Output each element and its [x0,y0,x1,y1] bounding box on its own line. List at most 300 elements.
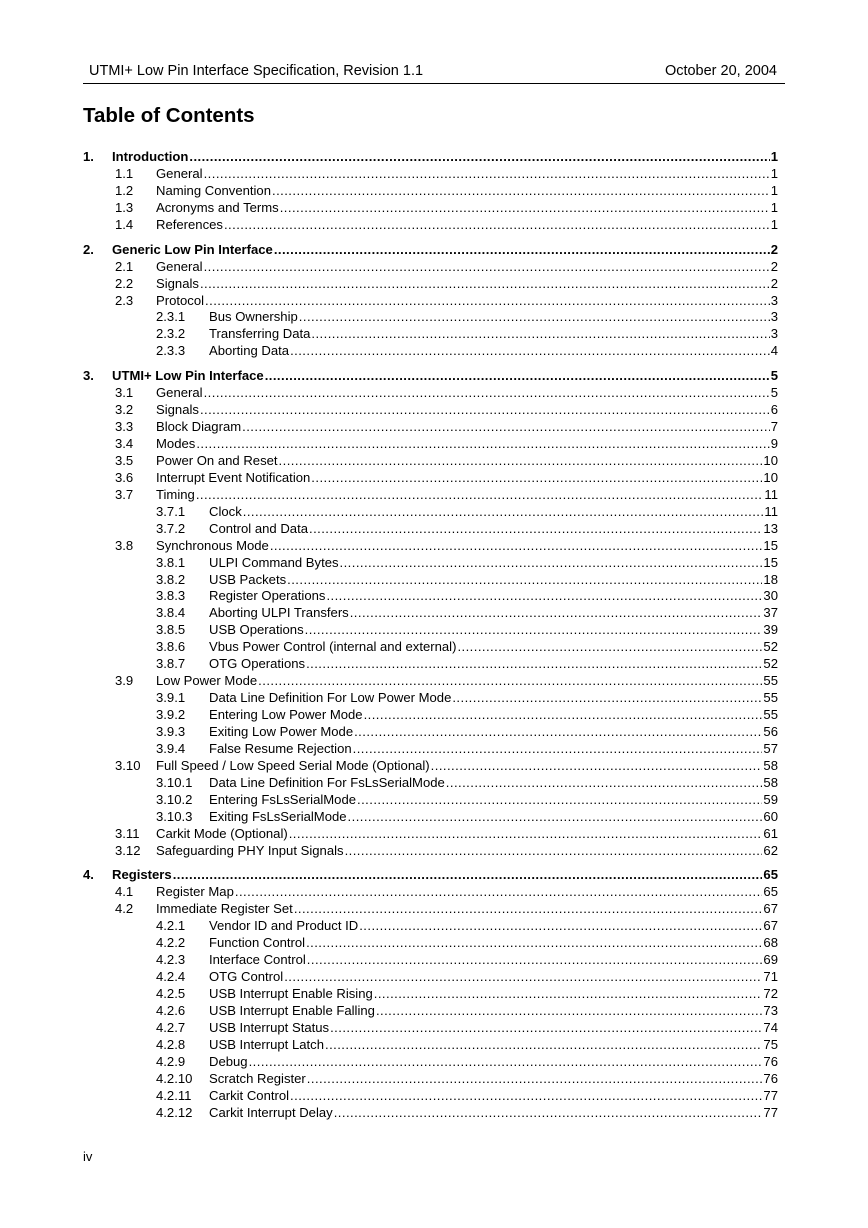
toc-entry-number: 3. [83,368,94,384]
toc-entry[interactable] [83,826,778,843]
toc-entry-number: 3.10 [115,757,141,773]
toc-entry-title: Exiting Low Power Mode [209,723,354,739]
toc-entry-leader [209,326,778,343]
toc-entry[interactable] [83,622,778,639]
header-date: October 20, 2004 [664,63,777,79]
toc-entry-leader [156,276,778,293]
dot-leader [325,1037,762,1054]
toc-entry-title: Synchronous Mode [156,537,269,553]
toc-entry-title: ULPI Command Bytes [209,554,339,570]
dot-leader [348,809,763,826]
toc-entry-leader [156,293,778,310]
toc-entry-title: Control and Data [209,520,308,536]
toc-entry-page: 1 [770,199,778,215]
toc-entry-number: 3.10.3 [156,808,193,824]
toc-entry-number: 3.9.2 [156,707,186,722]
toc-entry-page: 4 [770,343,778,359]
toc-entry[interactable] [83,986,778,1003]
toc-entry[interactable] [83,741,778,758]
toc-entry[interactable] [83,149,778,166]
toc-entry-number: 2.1 [115,258,134,274]
toc-entry[interactable] [83,200,778,217]
toc-entry[interactable] [83,673,778,690]
toc-entry-number: 3.10.1 [156,774,193,790]
dot-leader [204,259,770,276]
toc-entry-leader [112,242,778,259]
toc-entry[interactable] [83,183,778,200]
toc-entry-leader [156,259,778,276]
toc-entry-leader [209,588,778,605]
dot-leader [305,622,763,639]
toc-entry-title: USB Operations [209,622,304,638]
toc-entry[interactable] [83,293,778,310]
dot-leader [284,969,762,986]
toc-entry-title: Scratch Register [209,1070,306,1086]
toc-entry-number: 3.7 [115,486,134,502]
toc-entry-title: General [156,165,203,181]
toc-entry-leader [209,918,778,935]
toc-entry-leader [156,758,778,775]
toc-entry-number: 3.6 [115,469,134,485]
toc-entry-number: 3.9.3 [156,723,186,739]
toc-entry-title: USB Packets [209,571,287,587]
toc-entry-page: 10 [763,452,778,468]
toc-entry-title: Generic Low Pin Interface [112,241,273,257]
toc-entry-leader [209,309,778,326]
toc-entry-title: Safeguarding PHY Input Signals [156,842,344,858]
toc-entry-number: 4.2.3 [156,952,186,968]
toc-entry-page: 5 [770,385,778,401]
toc-entry-title: Vbus Power Control (internal and external) [209,639,457,655]
toc-entry-title: Signals [156,402,199,418]
toc-entry[interactable] [83,656,778,673]
toc-entry-number: 3.7.1 [156,503,186,519]
toc-entry-number: 4.2.9 [156,1053,186,1069]
dot-leader [289,826,763,843]
toc-entry-page: 75 [763,1036,778,1052]
dot-leader [306,656,762,673]
dot-leader [307,952,763,969]
toc-entry-title: Register Map [156,884,234,900]
dot-leader [340,555,763,572]
dot-leader [350,605,763,622]
dot-leader [204,166,770,183]
toc-entry-page: 2 [770,258,778,274]
toc-entry-page: 55 [763,673,778,689]
toc-entry[interactable] [83,809,778,826]
dot-leader [311,470,762,487]
dot-leader [452,690,762,707]
toc-entry-title: Data Line Definition For Low Power Mode [209,690,452,706]
toc-entry-title: Power On and Reset [156,452,278,468]
toc-entry-title: Aborting ULPI Transfers [209,605,349,621]
toc-entry-page: 55 [763,707,778,722]
toc-entry[interactable] [83,436,778,453]
toc-entry-number: 3.8.6 [156,639,186,655]
toc-entry-number: 1.3 [115,199,134,215]
dot-leader [290,1088,762,1105]
toc-entry-title: Modes [156,436,196,451]
toc-entry-leader [209,521,778,538]
toc-entry[interactable] [83,521,778,538]
toc-entry-number: 3.3 [115,419,134,435]
toc-entry-leader [156,673,778,690]
toc-entry[interactable] [83,453,778,470]
toc-entry-leader [156,166,778,183]
toc-entry-number: 1.1 [115,165,134,181]
toc-entry-page: 30 [763,588,778,604]
toc-entry-title: Signals [156,275,199,291]
dot-leader [274,242,770,259]
toc-entry-number: 3.5 [115,452,134,468]
toc-entry[interactable] [83,952,778,969]
toc-entry-leader [112,149,778,166]
toc-entry-page: 68 [763,935,778,951]
toc-entry-page: 67 [763,901,778,917]
toc-entry-page: 74 [763,1019,778,1035]
toc-entry-title: Low Power Mode [156,673,258,689]
toc-entry-leader [209,792,778,809]
toc-entry[interactable] [83,504,778,521]
toc-entry-title: Carkit Control [209,1087,290,1103]
toc-entry-page: 77 [763,1087,778,1103]
toc-entry-page: 77 [763,1104,778,1120]
toc-entry-leader [156,884,778,901]
toc-entry-page: 65 [763,884,778,900]
toc-entry-number: 3.8 [115,537,134,553]
toc-entry-title: General [156,258,203,274]
toc-entry-page: 65 [763,867,778,883]
toc-entry[interactable] [83,588,778,605]
toc-entry-title: OTG Control [209,969,284,985]
toc-entry-number: 4.2 [115,901,134,917]
dot-leader [446,775,763,792]
toc-entry-leader [209,1071,778,1088]
dot-leader [374,986,763,1003]
toc-entry-title: Interface Control [209,952,306,968]
dot-leader [294,901,763,918]
toc-entry-page: 37 [763,605,778,621]
toc-entry-page: 10 [763,469,778,485]
toc-entry-leader [209,952,778,969]
toc-entry-leader [156,200,778,217]
toc-entry-number: 3.10.2 [156,791,193,807]
dot-leader [265,368,770,385]
toc-entry-page: 62 [763,842,778,858]
toc-entry-page: 2 [770,275,778,291]
toc-entry[interactable] [83,1054,778,1071]
toc-entry[interactable] [83,918,778,935]
dot-leader [287,572,762,589]
dot-leader [249,1054,763,1071]
toc-entry-leader [112,867,778,884]
toc-entry[interactable] [83,884,778,901]
toc-entry[interactable] [83,639,778,656]
toc-entry[interactable] [83,1071,778,1088]
toc-entry-number: 4.2.7 [156,1019,186,1035]
toc-entry-number: 2.3 [115,292,134,308]
dot-leader [357,792,762,809]
toc-entry-title: False Resume Rejection [209,740,352,756]
dot-leader [290,343,770,360]
toc-entry[interactable] [83,690,778,707]
dot-leader [279,453,763,470]
page-title: Table of Contents [83,104,255,127]
dot-leader [224,217,770,234]
toc-entry-leader [209,639,778,656]
toc-entry-leader [156,470,778,487]
toc-entry[interactable] [83,1003,778,1020]
toc-entry-leader [209,1054,778,1071]
toc-entry[interactable] [83,419,778,436]
toc-entry[interactable] [83,555,778,572]
dot-leader [306,935,762,952]
toc-entry-title: USB Interrupt Status [209,1019,330,1035]
toc-entry-leader [156,217,778,234]
toc-entry[interactable] [83,368,778,385]
toc-entry-page: 59 [763,791,778,807]
dot-leader [326,588,762,605]
toc-entry[interactable] [83,276,778,293]
toc-entry-page: 1 [770,182,778,198]
toc-entry[interactable] [83,1105,778,1122]
toc-entry-number: 3.4 [115,436,134,451]
toc-entry-leader [156,183,778,200]
toc-entry-title: Immediate Register Set [156,901,293,917]
toc-entry-number: 4.2.2 [156,935,186,951]
dot-leader [457,639,762,656]
toc-entry[interactable] [83,935,778,952]
toc-entry[interactable] [83,572,778,589]
toc-entry[interactable] [83,242,778,259]
toc-entry-title: UTMI+ Low Pin Interface [112,368,264,384]
toc-entry-leader [209,775,778,792]
dot-leader [309,521,762,538]
toc-entry-leader [156,487,778,504]
toc-entry[interactable] [83,867,778,884]
dot-leader [173,867,763,884]
toc-entry-title: Carkit Mode (Optional) [156,825,288,841]
toc-entry-page: 52 [763,656,778,672]
dot-leader [196,436,769,453]
toc-entry-page: 3 [770,292,778,308]
dot-leader [307,1071,763,1088]
toc-entry-page: 11 [764,503,778,519]
dot-leader [353,741,763,758]
toc-entry-title: Acronyms and Terms [156,199,279,215]
toc-entry-leader [156,385,778,402]
toc-entry[interactable] [83,775,778,792]
toc-entry-number: 2.3.2 [156,326,186,342]
toc-entry[interactable] [83,843,778,860]
toc-entry-leader [209,343,778,360]
toc-entry-leader [209,724,778,741]
toc-entry-leader [156,419,778,436]
toc-entry-number: 4.2.1 [156,918,186,934]
toc-entry-title: Protocol [156,292,205,308]
toc-entry-page: 58 [763,774,778,790]
toc-entry-title: USB Interrupt Latch [209,1036,324,1052]
toc-entry[interactable] [83,707,778,724]
toc-entry[interactable] [83,1020,778,1037]
toc-entry-number: 3.12 [115,842,141,858]
toc-entry[interactable] [83,326,778,343]
toc-entry[interactable] [83,969,778,986]
toc-entry-leader [156,843,778,860]
toc-entry-number: 4.2.8 [156,1036,186,1052]
toc-entry-title: Bus Ownership [209,309,298,325]
toc-entry-leader [209,935,778,952]
toc-entry-page: 3 [770,326,778,342]
toc-entry-title: Debug [209,1053,248,1069]
toc-entry[interactable] [83,724,778,741]
dot-leader [258,673,762,690]
toc-entry-leader [209,1020,778,1037]
toc-entry-leader [209,504,778,521]
dot-leader [196,487,764,504]
toc-entry-number: 3.8.1 [156,554,186,570]
toc-entry-leader [112,368,778,385]
toc-entry-number: 3.8.3 [156,588,186,604]
toc-entry[interactable] [83,605,778,622]
dot-leader [200,276,770,293]
toc-entry[interactable] [83,901,778,918]
toc-entry-leader [209,809,778,826]
toc-entry[interactable] [83,1088,778,1105]
toc-entry-title: General [156,385,203,401]
toc-entry-number: 3.2 [115,402,134,418]
toc-entry[interactable] [83,309,778,326]
toc-entry-title: OTG Operations [209,656,306,672]
toc-entry-title: Entering Low Power Mode [209,707,363,722]
toc-entry[interactable] [83,343,778,360]
toc-entry-leader [209,690,778,707]
toc-entry-page: 76 [763,1053,778,1069]
dot-leader [280,200,770,217]
toc-entry-number: 4. [83,867,94,883]
toc-entry-leader [209,707,778,724]
dot-leader [270,538,763,555]
toc-entry-number: 4.2.10 [156,1070,193,1086]
toc-entry-leader [209,1003,778,1020]
toc-entry-number: 2.3.1 [156,309,186,325]
toc-entry-leader [209,741,778,758]
toc-entry[interactable] [83,792,778,809]
toc-entry-page: 72 [763,986,778,1001]
toc-entry-leader [156,538,778,555]
toc-entry-page: 60 [763,808,778,824]
toc-entry-page: 67 [763,918,778,934]
dot-leader [243,504,764,521]
toc-entry-title: Carkit Interrupt Delay [209,1104,333,1120]
toc-entry-title: Block Diagram [156,419,242,435]
toc-entry[interactable] [83,402,778,419]
toc-entry[interactable] [83,259,778,276]
dot-leader [205,293,770,310]
toc-entry-number: 2.3.3 [156,343,186,359]
toc-entry-leader [156,453,778,470]
toc-entry-page: 39 [763,622,778,638]
dot-leader [354,724,762,741]
toc-entry-title: USB Interrupt Enable Falling [209,1002,375,1018]
toc-entry-title: Data Line Definition For FsLsSerialMode [209,774,445,790]
dot-leader [431,758,763,775]
toc-entry-page: 15 [763,554,778,570]
toc-entry-title: Vendor ID and Product ID [209,918,359,934]
toc-entry-leader [209,605,778,622]
toc-entry-number: 3.9.1 [156,690,186,706]
toc-entry-page: 57 [763,740,778,756]
dot-leader [189,149,769,166]
toc-entry-page: 7 [770,419,778,435]
dot-leader [359,918,762,935]
toc-entry-page: 58 [763,757,778,773]
toc-entry-number: 4.2.5 [156,986,186,1001]
dot-leader [299,309,770,326]
toc-entry-page: 6 [770,402,778,418]
toc-entry-leader [156,826,778,843]
toc-entry-title: Function Control [209,935,306,951]
toc-entry[interactable] [83,217,778,234]
toc-entry-page: 56 [763,723,778,739]
toc-entry-title: Registers [112,867,172,883]
toc-entry-title: Interrupt Event Notification [156,469,311,485]
toc-entry-leader [156,901,778,918]
toc-entry-leader [209,1037,778,1054]
toc-entry-page: 76 [763,1070,778,1086]
toc-entry-number: 2.2 [115,275,134,291]
toc-entry[interactable] [83,538,778,555]
page-number: iv [83,1149,93,1164]
toc-entry-title: Introduction [112,149,189,164]
toc-entry-page: 1 [770,149,778,164]
toc-entry[interactable] [83,470,778,487]
dot-leader [200,402,770,419]
toc-entry-number: 4.2.12 [156,1104,193,1120]
toc-entry-number: 1. [83,149,94,164]
toc-entry-page: 69 [763,952,778,968]
dot-leader [334,1105,763,1122]
toc-entry-title: USB Interrupt Enable Rising [209,986,373,1001]
toc-entry[interactable] [83,166,778,183]
toc-entry-number: 1.4 [115,216,134,232]
toc-entry-leader [209,986,778,1003]
toc-entry-page: 15 [763,537,778,553]
toc-entry-leader [209,1088,778,1105]
toc-entry-leader [209,622,778,639]
dot-leader [364,707,763,724]
toc-entry-number: 2. [83,241,94,257]
toc-entry-number: 3.7.2 [156,520,186,536]
toc-entry-title: Register Operations [209,588,326,604]
dot-leader [272,183,770,200]
toc-entry[interactable] [83,758,778,775]
toc-entry-leader [156,436,778,453]
toc-entry-number: 4.2.6 [156,1002,186,1018]
dot-leader [311,326,769,343]
toc-entry-title: Aborting Data [209,343,290,359]
toc-entry-page: 55 [763,690,778,706]
toc-entry-title: Exiting FsLsSerialMode [209,808,347,824]
toc-entry-title: Naming Convention [156,182,271,198]
toc-entry-title: Timing [156,486,195,502]
toc-entry[interactable] [83,385,778,402]
toc-entry[interactable] [83,1037,778,1054]
toc-entry[interactable] [83,487,778,504]
toc-entry-number: 4.1 [115,884,134,900]
dot-leader [330,1020,762,1037]
toc-entry-title: Entering FsLsSerialMode [209,791,357,807]
